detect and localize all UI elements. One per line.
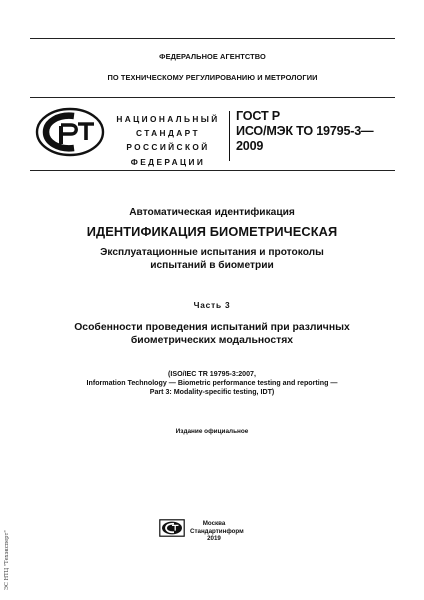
header-rule <box>30 97 395 98</box>
gost-r-logo-icon <box>34 106 106 158</box>
side-stamp: ЭС НТЦ "Техэксперт" <box>4 530 10 590</box>
publisher-name: Стандартинформ <box>190 527 244 535</box>
std-label-line-3: РОССИЙСКОЙ <box>126 142 210 153</box>
iso-ref-line-2: Information Technology — Biometric performance testing and reporting — <box>86 378 338 387</box>
iso-ref-line-3: Part 3: Modality-specific testing, IDT) <box>149 387 275 396</box>
publisher-city: Москва <box>202 520 226 527</box>
designation-line-1: ГОСТ Р <box>236 109 280 123</box>
iso-reference <box>20 370 404 397</box>
std-label-line-2: СТАНДАРТ <box>136 128 200 139</box>
agency-line-1: ФЕДЕРАЛЬНОЕ АГЕНТСТВО <box>159 52 266 61</box>
subtitle-line-1: Эксплуатационные испытания и протоколы <box>100 247 324 258</box>
edition-label: Издание официальное <box>175 428 249 435</box>
designation-line-2: ИСО/МЭК ТО 19795-3— <box>236 123 374 138</box>
designation-divider <box>229 111 230 161</box>
publisher-info <box>190 520 244 543</box>
top-rule <box>30 38 395 39</box>
std-label-line-4: ФЕДЕРАЦИИ <box>130 156 206 167</box>
document-main-title: ИДЕНТИФИКАЦИЯ БИОМЕТРИЧЕСКАЯ <box>86 224 338 239</box>
standartinform-logo-icon <box>159 519 185 537</box>
part-title <box>20 322 404 348</box>
document-part: Часть 3 <box>193 300 231 310</box>
document-subtitle <box>20 247 404 273</box>
designation-line-3: 2009 <box>236 138 264 153</box>
publisher-year: 2019 <box>207 535 221 543</box>
part-title-line-2: биометрических модальностях <box>130 334 294 346</box>
designation-rule <box>30 170 395 171</box>
iso-ref-line-1: (ISO/IEC TR 19795-3:2007, <box>168 370 256 378</box>
document-topic: Автоматическая идентификация <box>129 207 295 218</box>
national-standard-label <box>110 112 226 169</box>
part-title-line-1: Особенности проведения испытаний при различных <box>74 322 350 333</box>
subtitle-line-2: испытаний в биометрии <box>150 259 274 271</box>
std-label-line-1: НАЦИОНАЛЬНЫЙ <box>116 114 220 124</box>
standard-designation <box>236 109 406 153</box>
agency-line-2: ПО ТЕХНИЧЕСКОМУ РЕГУЛИРОВАНИЮ И МЕТРОЛОГИИ <box>107 73 318 82</box>
